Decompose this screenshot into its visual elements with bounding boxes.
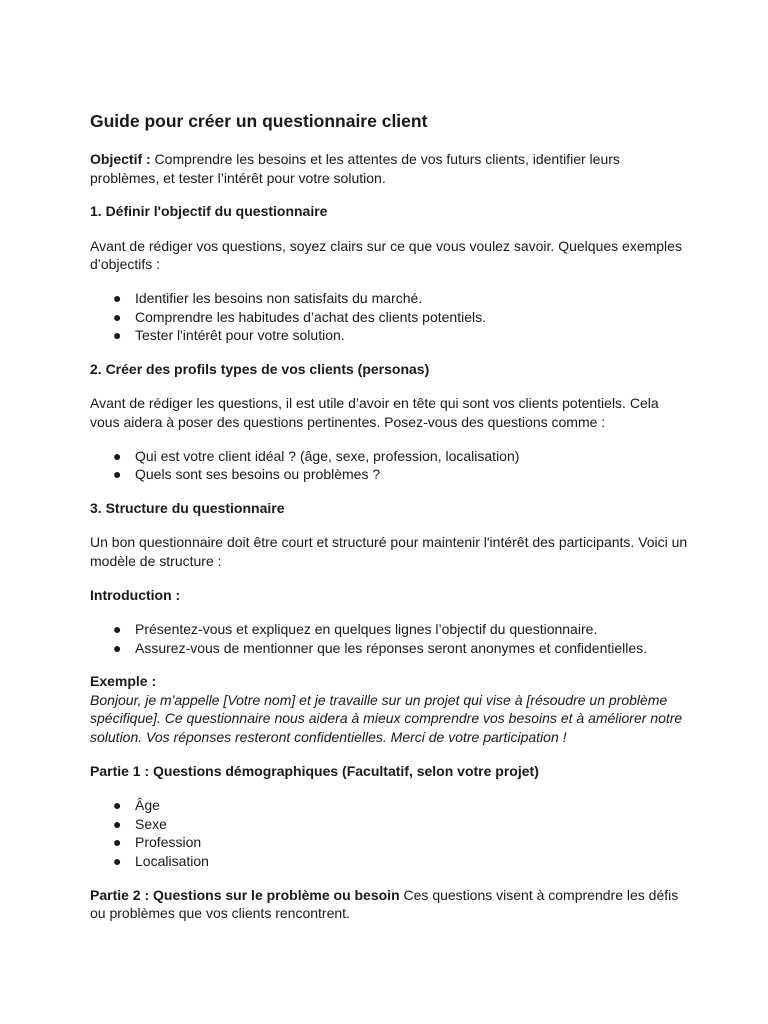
bullet-icon: ● [113,289,122,306]
example-label: Exemple : [90,673,157,690]
bullet-icon: ● [113,834,122,851]
bullet-icon: ● [113,308,122,325]
example-text: Bonjour, je m'appelle [Votre nom] et je travaille sur un projet qui vise à [résoudre un problème spécifique]. Ce questionnaire nous aidera à mieux comprendre vos besoins et à améliorer notre solution. Vos réponses resteront confidentielles. Merci de votre participation ! [90,691,683,746]
list-item-text: Présentez-vous et expliquez en quelques lignes l’objectif du questionnaire. [135,621,598,638]
list-item [90,447,688,466]
document-title: Guide pour créer un questionnaire client [90,111,428,131]
section-1-intro: Avant de rédiger vos questions, soyez clairs sur ce que vous voulez savoir. Quelques exemples d’objectifs : [90,237,682,273]
list-item [90,620,688,639]
part-2-label: Partie 2 : Questions sur le problème ou besoin [90,886,400,903]
list-item-text: Qui est votre client idéal ? (âge, sexe, profession, localisation) [135,447,520,464]
list-item [90,465,688,484]
list-item-text: Âge [135,797,160,814]
list-item-text: Identifier les besoins non satisfaits du marché. [135,289,423,306]
bullet-icon: ● [113,466,122,483]
part-1-list [90,796,688,870]
list-item-text: Tester l'intérêt pour votre solution. [135,327,345,344]
objective-label: Objectif : [90,151,151,167]
bullet-icon: ● [113,639,122,656]
list-item [90,289,688,308]
section-2-intro: Avant de rédiger les questions, il est utile d’avoir en tête qui sont vos clients potentiels. Cela vous aidera à poser des questions pertinentes. Posez-vous des questions comme : [90,395,659,430]
list-item-text: Comprendre les habitudes d’achat des clients potentiels. [135,308,486,325]
section-1-list [90,289,688,345]
list-item-text: Quels sont ses besoins ou problèmes ? [135,466,381,483]
section-3-heading: 3. Structure du questionnaire [90,499,285,516]
objective-paragraph [90,150,688,187]
list-item [90,796,688,815]
part-2-paragraph [90,886,688,923]
bullet-icon: ● [113,621,122,638]
list-item-text: Localisation [135,853,209,870]
part-2-text: Ces questions visent à comprendre les défis ou problèmes que vos clients rencontrent. [90,886,679,922]
section-2-list [90,447,688,484]
bullet-icon: ● [113,815,122,832]
bullet-icon: ● [113,327,122,344]
section-1-heading: 1. Définir l'objectif du questionnaire [90,203,328,220]
introduction-heading: Introduction : [90,586,181,603]
list-item [90,815,688,834]
list-item [90,308,688,327]
bullet-icon: ● [113,853,122,870]
part-1-heading: Partie 1 : Questions démographiques (Facultatif, selon votre projet) [90,762,539,779]
list-item [90,852,688,871]
list-item [90,639,688,658]
list-item-text: Sexe [135,815,167,832]
bullet-icon: ● [113,447,122,464]
list-item [90,833,688,852]
list-item-text: Profession [135,834,202,851]
section-2-heading: 2. Créer des profils types de vos clients (personas) [90,360,430,377]
objective-text: Comprendre les besoins et les attentes de vos futurs clients, identifier leurs problèmes, et tester l’intérêt pour votre solution. [90,151,620,186]
list-item [90,326,688,345]
section-3-intro: Un bon questionnaire doit être court et structuré pour maintenir l'intérêt des participants. Voici un modèle de structure : [90,534,688,569]
list-item-text: Assurez-vous de mentionner que les réponses seront anonymes et confidentielles. [135,639,648,656]
introduction-list [90,620,688,657]
bullet-icon: ● [113,797,122,814]
